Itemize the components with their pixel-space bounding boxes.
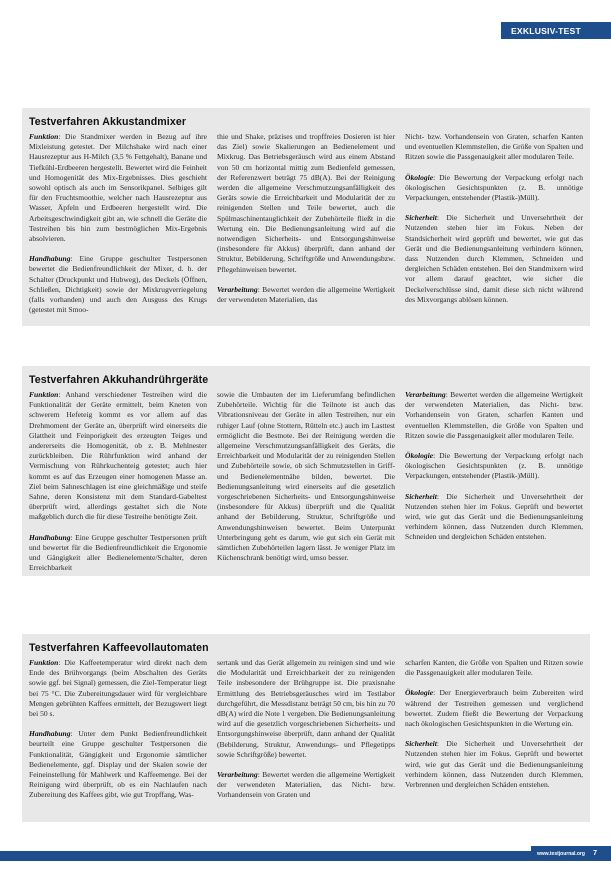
paragraph-label: Sicherheit — [405, 739, 437, 749]
paragraph-text: : Bewertet werden die allgemeine Wertigkeit der verwendeten Materialien, das Nicht- bzw. Vorhandensein von Graten und — [217, 770, 395, 800]
text-column — [29, 390, 207, 573]
test-box-akkuhandruehrgeraete — [22, 366, 590, 576]
box-title: Testverfahren Akkuhandrührgeräte — [29, 374, 209, 386]
paragraph — [405, 688, 583, 729]
paragraph-label: Ökologie — [405, 172, 434, 182]
paragraph-text: scharfen Kanten, die Größe von Spalten und Ritzen sowie die Passgenauigkeit aller modularen Teile. — [405, 658, 583, 678]
paragraph — [405, 213, 583, 305]
box-title: Testverfahren Akkustandmixer — [29, 116, 187, 128]
text-column — [217, 390, 395, 573]
footer-url[interactable]: www.testjournal.org — [537, 850, 585, 857]
footer-bar — [0, 851, 611, 861]
paragraph-label: Verarbeitung — [405, 390, 446, 399]
paragraph-label: Verarbeitung — [217, 284, 258, 294]
paragraph-label: Sicherheit — [405, 491, 437, 501]
paragraph — [217, 132, 395, 275]
paragraph-text: sowie die Umbauten der im Lieferumfang befindlichen Zubehörteile. Wichtig für die Teilnote ist auch das Vibrationsniveau der Geräte in allen Testreihen, nur ein ruhiger Lauf (ohne Stottern, Rütteln etc.) auch im Lasttest ermöglicht die Bestnote. Bei der Reinigung werden die allgemeine Verschmutzungsanfälligkeit des Geräts, die Erreichbarkeit und Modularität der zu reinigenden Stellen und Zubehörteile sowie, ob sich Schmutzstellen in Griff- und Bedienelementnähe bilden, bewertet. Die Bedienungsanleitung wird einerseits auf die gesetzlich vorgeschriebenen Sicherheits- und Entsorgungshinweise (insbesondere für Akkus) überprüft und die Qualität anhand der Bebilderung, Struktur, Schriftgröße und Anwendungshinweisen bewertet. Beim Unterpunkt Unterbringung geht es darum, wie gut sich ein Gerät mit sämtlichen Zubehörteilen lagern lässt. Je weniger Platz im Küchenschrank benötigt wird, umso besser. — [217, 390, 395, 563]
paragraph-label: Ökologie — [405, 451, 434, 461]
text-column — [217, 658, 395, 801]
paragraph-label: Sicherheit — [405, 213, 437, 223]
paragraph — [29, 132, 207, 244]
paragraph-label: Handhabung — [29, 729, 71, 739]
paragraph — [29, 533, 207, 574]
text-column — [217, 132, 395, 315]
paragraph-label: Handhabung — [29, 254, 71, 264]
section-tab-label: EXKLUSIV-TEST — [511, 25, 581, 36]
paragraph-text: : Anhand verschiedener Testreihen wird die Funktionalität der Geräte ermittelt, beim Kneten von schwerem Hefeteig kommt es vor allem auf das Drehmoment der Geräte an, überprüft wird einerseits die Glattheit und Feinporigkeit des erzeugten Teiges und andererseits die Homogenität, ob z. B. Mehlnester zurückbleiben. Die Rührfunktion wird anhand der Vermischung von Rührkuchenteig getestet; auch hier kommt es auf das Erzeugen einer homogenen Masse an. Ziel beim Sahneschlagen ist eine gleichmäßige und steife Sahne, deren Konsistenz mit dem Standard-Gabeltest überprüft wird, allerdings gestaltet sich die Note maßgeblich durch die für diese Testreihe benötigte Zeit. — [29, 390, 207, 522]
paragraph-text: : Die Standmixer werden in Bezug auf ihre Mixleistung getestet. Der Milchshake wird nach einer Hausrezeptur aus H-Milch (3,5 % Fettgehalt), Banane und Tiefkühl-Erdbeeren hergestellt. Bewertet wird die Feinheit und Homogenität des Mix-Ergebnisses. Dies geschieht sowohl optisch als auch im Sensorikpanel. Selbiges gilt für den Fruchtsmoothie, welcher nach Hausrezeptur aus Wasser, Äpfeln und Erdbeeren hergestellt wird. Die Arbeitsgeschwindigkeit gibt an, wie schnell die Geräte die Testreihen bis hin zum bestmöglichen Mix-Ergebnis absolvieren. — [29, 132, 207, 244]
footer-tab — [531, 846, 611, 861]
test-box-kaffeevollautomaten — [22, 634, 590, 822]
paragraph-text: : Der Energieverbrauch beim Zubereiten wird während der Testreihen gemessen und verglichend bewertet. Zudem fließt die Bewertung der Verpackung nach ökologischen Gesichtspunkten in die Wertung ein. — [405, 688, 583, 729]
paragraph — [29, 658, 207, 719]
paragraph — [217, 770, 395, 801]
paragraph-text: : Bewertet werden die allgemeine Wertigkeit der verwendeten Materialien, das — [217, 284, 395, 305]
paragraph — [217, 285, 395, 305]
paragraph-text: Nicht- bzw. Vorhandensein von Graten, scharfen Kanten und eventuellen Klemmstellen, die Größe von Spalten und Ritzen sowie die Passgenauigkeit aller modularen Teile. — [405, 132, 583, 162]
page-number: 7 — [593, 850, 597, 857]
text-column — [29, 132, 207, 315]
paragraph-text: : Die Bewertung der Verpackung erfolgt nach ökologischen Gesichtspunkten (z. B. unnötige Verpackungen, entstehender (Plastik-)Müll). — [405, 451, 583, 481]
paragraph-text: : Eine Gruppe geschulter Testpersonen prüft und bewertet für die Bedienfreundlichkeit die Ergonomie und Gängigkeit aller Bedienelemente/Schalter, deren Erreichbarkeit — [29, 532, 207, 573]
paragraph — [405, 739, 583, 790]
box-columns — [29, 390, 583, 573]
paragraph-text: thie und Shake, präzises und tropffreies Dosieren ist hier das Ziel) sowie Skalierungen an Bedienelement und Mixkrug. Das Betriebsgeräusch wird aus einem Abstand von 50 cm horizontal mittig zum Bedienfeld gemessen, der Referenzwert beträgt 75 dB(A). Bei der Reinigung werden die allgemeine Verschmutzungsanfälligkeit des Geräts sowie die Erreichbarkeit und Modularität der zu reinigenden Stellen und Teile bewertet, auch die Spülmaschinentauglichkeit der Zubehörteile fließt in die Wertung ein. Die Bedienungsanleitung wird auf die notwendigen Sicherheits- und Entsorgungshinweise (insbesondere für Akkus) überprüft, dann anhand der Struktur, Bebilderung, Schriftgröße und Anwendungsbzw. Pflegehinweisen bewertet. — [217, 132, 395, 274]
box-columns — [29, 658, 583, 801]
box-title: Testverfahren Kaffeevollautomaten — [29, 642, 209, 654]
paragraph-label: Verarbeitung — [217, 770, 258, 780]
box-columns — [29, 132, 583, 315]
paragraph-label: Ökologie — [405, 688, 434, 698]
paragraph — [405, 132, 583, 163]
paragraph-text: : Unter dem Punkt Bedienfreundlichkeit beurteilt eine Gruppe geschulter Testpersonen die Funktionalität, Gängigkeit und Ergonomie sämtlicher Bedienelemente, ggf. Display und der Skalen sowie der Feineinstellung für Mahlwerk und Kaffeemenge. Bei der Reinigung wird überprüft, ob es ein Nachlaufen nach Zubereitung des Kaffees gibt, wie gut Tropffang, Was- — [29, 729, 207, 800]
text-column — [405, 390, 583, 573]
text-column — [29, 658, 207, 801]
text-column — [405, 658, 583, 801]
paragraph-text: : Die Sicherheit und Unversehrtheit der Nutzenden stehen hier im Fokus. Geprüft und bewertet wird, wie gut das Gerät und die Bedienungsanleitung verhindern können, dass Nutzenden durch Klemmen, Schneiden und dergleichen Schäden entstehen. — [405, 491, 583, 542]
paragraph-text: : Eine Gruppe geschulter Testpersonen bewertet die Bedienfreundlichkeit der Mixer, d. h. der Schalter (Druckpunkt und Hubweg), des Deckels (Öffnen, Schließen, Dichtigkeit) sowie der Mixkrugverriegelung (falls vorhanden) und auch den Ausguss des Krugs (getestet mit Smoo- — [29, 254, 207, 315]
paragraph — [29, 729, 207, 800]
paragraph-text: : Die Bewertung der Verpackung erfolgt nach ökologischen Gesichtspunkten (z. B. unnötige Verpackungen, entstehender (Plastik-)Müll). — [405, 172, 583, 203]
text-column — [405, 132, 583, 315]
test-box-akkustandmixer — [22, 108, 590, 326]
paragraph — [405, 658, 583, 678]
paragraph — [405, 390, 583, 441]
paragraph — [405, 451, 583, 482]
paragraph-text: : Die Kaffeetemperatur wird direkt nach dem Ende des Brühvorgangs (beim Abschalten des Geräts sowie ggf. bei Signal) gemessen, die Ziel-Temperatur liegt bei 75 °C. Die Zubereitungsdauer wird für vergleichbare Mengen gebrühten Kaffees ermittelt, der Bezugswert liegt bei 50 s. — [29, 658, 207, 719]
paragraph — [405, 173, 583, 204]
paragraph-label: Funktion — [29, 658, 59, 667]
paragraph-text: : Bewertet werden die allgemeine Wertigkeit der verwendeten Materialien, das Nicht- bzw. Vorhandensein von Graten, scharfen Kanten und eventuellen Klemmstellen, die Größe von Spalten und Ritzen sowie die Passgenauigkeit aller modularen Teile. — [405, 390, 583, 440]
paragraph-text: sertank und das Gerät allgemein zu reinigen sind und wie die Modularität und Erreichbarkeit der zu reinigenden Teile insbesondere der Brühgruppe ist. Die praxisnahe Ermittlung des Betriebsgeräusches wird im Testlabor durchgeführt, die Messdistanz beträgt 50 cm, bis hin zu 70 dB(A) wird die Note 1 vergeben. Die Bedienungsanleitung wird auf die gesetzlich vorgeschriebenen Sicherheits- und Entsorgungshinweise überprüft, dann anhand der Qualität (Bebilderung, Struktur, Anwendungs- und Pflegetipps sowie Schriftgröße) bewertet. — [217, 658, 396, 759]
paragraph — [217, 658, 395, 760]
paragraph — [29, 390, 207, 523]
paragraph — [217, 390, 395, 563]
paragraph-label: Funktion — [29, 390, 59, 399]
paragraph-label: Funktion — [29, 132, 59, 141]
paragraph-label: Handhabung — [29, 532, 71, 542]
paragraph-text: : Die Sicherheit und Unversehrtheit der Nutzenden stehen hier im Fokus. Neben der Standsicherheit wird geprüft und bewertet, wie gut das Gerät und die Bedienungsanleitung verhindern können, dass Nutzenden durch Klemmen, Schneiden und dergleichen Schäden entstehen. Bei den Standmixern wird vor allem darauf geachtet, wie sicher die Deckelverschlüsse sind, damit diese sich nicht während des Mixvorgangs ablösen können. — [405, 213, 583, 304]
paragraph-text: : Die Sicherheit und Unversehrtheit der Nutzenden stehen hier im Fokus. Geprüft und bewertet wird, wie gut das Gerät und die Bedienungsanleitung verhindern können, dass Nutzenden durch Klemmen, Verbrennen und dergleichen Schäden entstehen. — [405, 739, 583, 790]
paragraph — [405, 492, 583, 543]
paragraph — [29, 254, 207, 315]
section-tab — [501, 22, 611, 39]
